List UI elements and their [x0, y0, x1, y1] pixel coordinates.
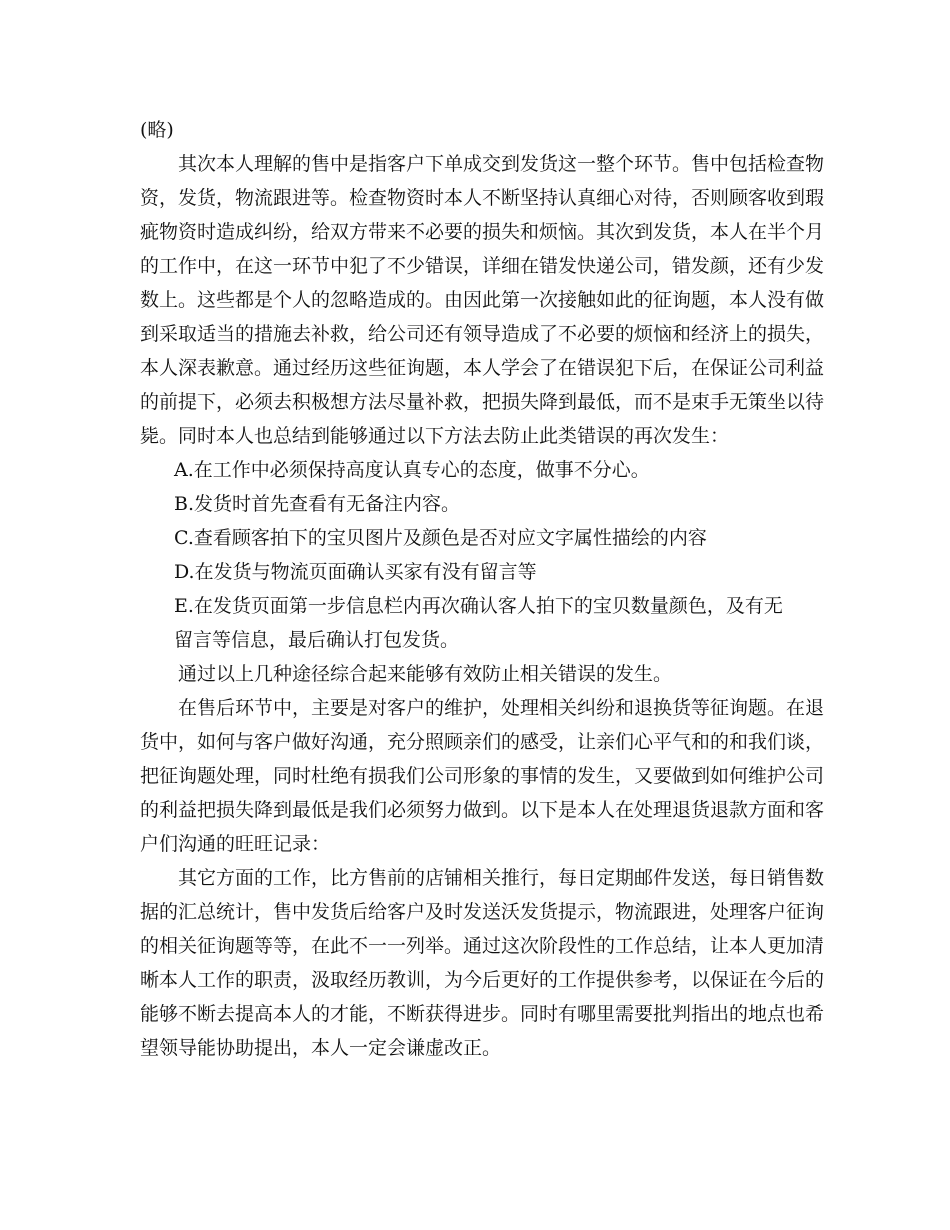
- list-item-e-continued: 留言等信息，最后确认打包发货。: [174, 629, 460, 651]
- paragraph-line: 的利益把损失降到最低是我们必须努力做到。以下是本人在处理退货退款方面和客: [140, 799, 825, 821]
- paragraph-line: 能够不断去提高本人的才能，不断获得进步。同时有哪里需要批判指出的地点也希: [140, 1003, 825, 1025]
- paragraph-line: 到采取适当的措施去补救，给公司还有领导造成了不必要的烦恼和经济上的损失，: [140, 323, 825, 345]
- paragraph-line: 在售后环节中，主要是对客户的维护，处理相关纠纷和退换货等征询题。在退: [178, 697, 825, 719]
- paragraph-line: 其它方面的工作，比方售前的店铺相关推行，每日定期邮件发送，每日销售数: [178, 867, 825, 889]
- paragraph-line: 的工作中，在这一环节中犯了不少错误，详细在错发快递公司，错发颜，还有少发: [140, 255, 825, 277]
- paragraph-line: 数上。这些都是个人的忽略造成的。由因此第一次接触如此的征询题，本人没有做: [140, 289, 825, 311]
- paragraph-line: 户们沟通的旺旺记录：: [140, 833, 331, 855]
- paragraph-line: 疵物资时造成纠纷，给双方带来不必要的损失和烦恼。其次到发货，本人在半个月: [140, 221, 825, 243]
- document-body: [140, 113, 825, 1065]
- list-item-c: C.查看顾客拍下的宝贝图片及颜色是否对应文字属性描绘的内容: [174, 527, 707, 549]
- paragraph-line: 资，发货，物流跟进等。检查物资时本人不断坚持认真细心对待，否则顾客收到瑕: [140, 187, 825, 209]
- paragraph-line: 本人深表歉意。通过经历这些征询题，本人学会了在错误犯下后，在保证公司利益: [140, 357, 825, 379]
- paragraph-line: 其次本人理解的售中是指客户下单成交到发货这一整个环节。售中包括检查物: [178, 153, 825, 175]
- list-item-d: D.在发货与物流页面确认买家有没有留言等: [174, 561, 537, 583]
- list-item-e: E.在发货页面第一步信息栏内再次确认客人拍下的宝贝数量颜色，及有无: [174, 595, 783, 617]
- paragraph-line: 晰本人工作的职责，汲取经历教训，为今后更好的工作提供参考，以保证在今后的: [140, 969, 825, 991]
- paragraph-line: 据的汇总统计，售中发货后给客户及时发送沃发货提示，物流跟进，处理客户征询: [140, 901, 825, 923]
- paragraph-line: 把征询题处理，同时杜绝有损我们公司形象的事情的发生，又要做到如何维护公司: [140, 765, 825, 787]
- list-item-b: B.发货时首先查看有无备注内容。: [174, 493, 461, 515]
- paragraph-line: 的相关征询题等等，在此不一一列举。通过这次阶段性的工作总结，让本人更加清: [140, 935, 825, 957]
- list-item-a: A.在工作中必须保持高度认真专心的态度，做事不分心。: [174, 459, 650, 481]
- paragraph-line: 的前提下，必须去积极想方法尽量补救，把损失降到最低，而不是束手无策坐以待: [140, 391, 825, 413]
- paragraph-line: 货中，如何与客户做好沟通，充分照顾亲们的感受，让亲们心平气和的和我们谈，: [140, 731, 825, 753]
- summary-line: 通过以上几种途径综合起来能够有效防止相关错误的发生。: [178, 663, 673, 685]
- omitted-marker: (略): [140, 119, 174, 141]
- paragraph-line: 毙。同时本人也总结到能够通过以下方法去防止此类错误的再次发生：: [140, 425, 730, 447]
- paragraph-line: 望领导能协助提出，本人一定会谦虚改正。: [140, 1037, 502, 1059]
